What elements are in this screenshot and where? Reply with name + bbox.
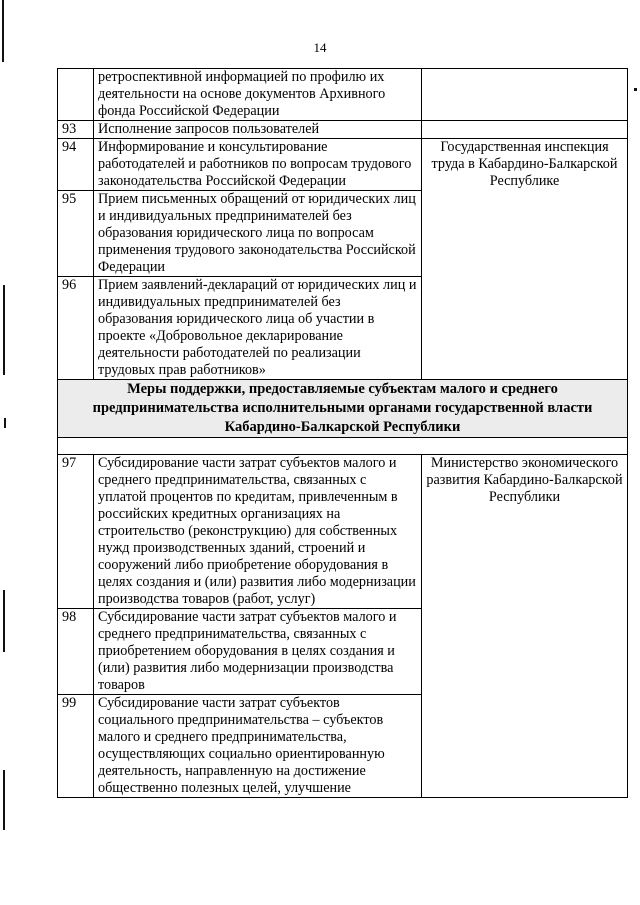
row-text: Субсидирование части затрат субъектов малого и среднего предпринимательства, связанных с приобретением оборудования в целях создания и (или) развития либо модернизации производства товаров <box>94 609 422 695</box>
spacer-row <box>58 438 628 455</box>
row-number: 99 <box>58 695 94 798</box>
org-cell-empty <box>422 121 628 139</box>
row-number: 94 <box>58 139 94 191</box>
table-row <box>58 69 628 121</box>
row-text: Прием письменных обращений от юридических лиц и индивидуальных предпринимателей без образования юридического лица по вопросам применения трудового законодательства Российской Федерации <box>94 191 422 277</box>
row-text: ретроспективной информацией по профилю их деятельности на основе документов Архивного фонда Российской Федерации <box>94 69 422 121</box>
row-text: Субсидирование части затрат субъектов малого и среднего предпринимательства, связанных с уплатой процентов по кредитам, привлеченным в российских кредитных организациях на строительство (реконструкцию) для собственных нужд производственных зданий, строений и сооружений либо приобретение оборудования в целях создания и (или) развития либо модернизации производства товаров (работ, услуг) <box>94 455 422 609</box>
row-number <box>58 69 94 121</box>
row-number: 96 <box>58 277 94 380</box>
scan-mark-left-low <box>3 590 5 652</box>
scan-mark-left-top <box>2 0 4 62</box>
row-number: 97 <box>58 455 94 609</box>
row-number: 95 <box>58 191 94 277</box>
table-row <box>58 455 628 609</box>
spacer-cell <box>58 438 628 455</box>
table-row <box>58 121 628 139</box>
services-table <box>57 68 628 798</box>
table-row <box>58 139 628 191</box>
row-number: 98 <box>58 609 94 695</box>
scan-mark-left-mid <box>3 285 5 375</box>
row-text: Прием заявлений-деклараций от юридических лиц и индивидуальных предпринимателей без образования юридического лица об участии в проекте «Добровольное декларирование деятельности работодателей по реализации трудовых прав работников» <box>94 277 422 380</box>
page-number: 14 <box>313 40 327 55</box>
row-text: Субсидирование части затрат субъектов социального предпринимательства – субъектов малого и среднего предпринимательства, осуществляющих социально ориентированную деятельность, направленную на достижение общественно полезных целей, улучшение <box>94 695 422 798</box>
row-text: Информирование и консультирование работодателей и работников по вопросам трудового законодательства Российской Федерации <box>94 139 422 191</box>
section-row <box>58 380 628 438</box>
org-cell-empty <box>422 69 628 121</box>
org-economy-ministry: Министерство экономического развития Кабардино-Балкарской Республики <box>422 455 628 798</box>
org-labor-inspection: Государственная инспекция труда в Кабардино-Балкарской Республике <box>422 139 628 380</box>
row-number: 93 <box>58 121 94 139</box>
scan-mark-left-dash <box>4 418 6 428</box>
section-title: Меры поддержки, предоставляемые субъектам малого и среднего предпринимательства исполнительными органами государственной власти Кабардино-Балкарской Республики <box>58 380 628 438</box>
scan-mark-right-dot <box>634 88 637 91</box>
row-text: Исполнение запросов пользователей <box>94 121 422 139</box>
scan-mark-left-bottom <box>3 770 5 830</box>
